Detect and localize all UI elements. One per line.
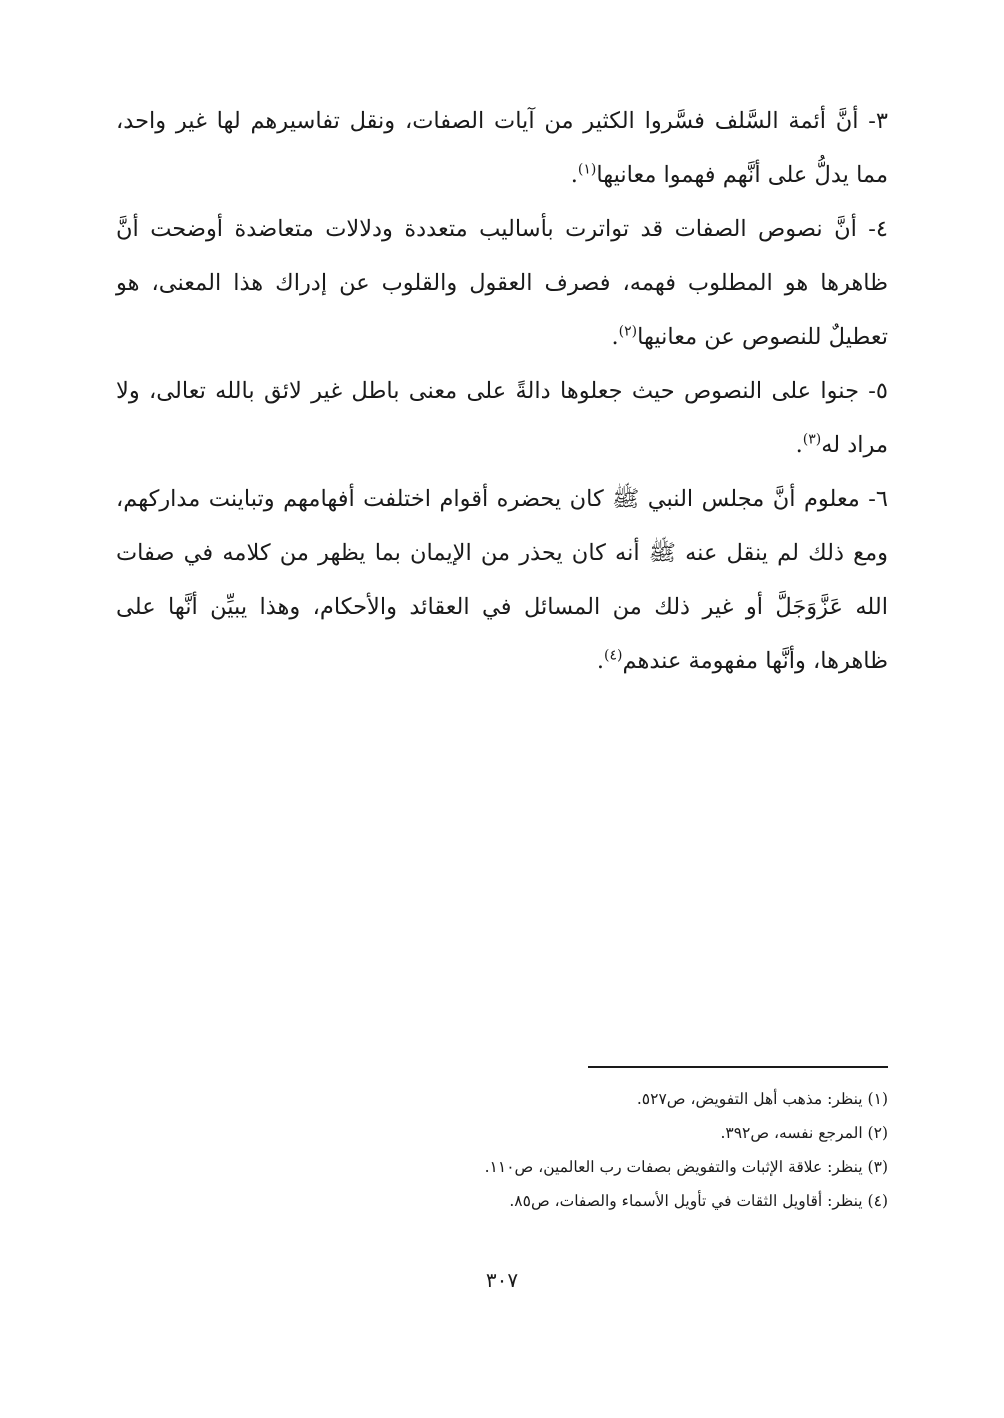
footnote-ref-4: (٤) xyxy=(604,647,623,664)
footnote-2: (٢) المرجع نفسه، ص٣٩٢. xyxy=(720,1124,888,1142)
body-text xyxy=(116,94,888,688)
footnote-ref-2: (٢) xyxy=(618,323,638,340)
footnote-ref-3: (٣) xyxy=(802,431,822,448)
paragraph-2-end: . xyxy=(611,324,619,350)
paragraph-1-end: . xyxy=(570,162,578,188)
footnote-1: (١) ينظر: مذهب أهل التفويض، ص٥٢٧. xyxy=(636,1090,888,1108)
paragraph-4 xyxy=(116,472,888,688)
footnotes xyxy=(116,1082,888,1218)
page-number: ٣٠٧ xyxy=(485,1268,519,1292)
paragraph-1-text: ٣- أنَّ أئمة السَّلف فسَّروا الكثير من آيات الصفات، ونقل تفاسيرهم لها غير واحد، مما يدلُّ على أنَّهم فهموا معانيها xyxy=(116,108,888,188)
paragraph-1 xyxy=(116,94,888,202)
paragraph-4-text: ٦- معلوم أنَّ مجلس النبي ﷺ كان يحضره أقوام اختلفت أفهامهم وتباينت مداركهم، ومع ذلك لم ينقل عنه ﷺ أنه كان يحذر من الإيمان بما يظهر من كلامه في صفات الله عَزَّوَجَلَّ أو غير ذلك من المسائل في العقائد والأحكام، وهذا يبيِّن أنَّها على ظاهرها، وأنَّها مفهومة عندهم xyxy=(116,486,888,674)
footnote-4: (٤) ينظر: أقاويل الثقات في تأويل الأسماء والصفات، ص٨٥. xyxy=(509,1192,888,1210)
paragraph-3 xyxy=(116,364,888,472)
footnote-divider xyxy=(588,1066,888,1068)
paragraph-3-end: . xyxy=(795,432,803,458)
paragraph-2-text: ٤- أنَّ نصوص الصفات قد تواترت بأساليب متعددة ودلالات متعاضدة أوضحت أنَّ ظاهرها هو المطلوب فهمه، فصرف العقول والقلوب عن إدراك هذا المعنى، هو تعطيلٌ للنصوص عن معانيها xyxy=(116,216,888,350)
paragraph-2 xyxy=(116,202,888,364)
paragraph-4-end: . xyxy=(596,648,605,674)
footnote-3: (٣) ينظر: علاقة الإثبات والتفويض بصفات رب العالمين، ص١١٠. xyxy=(484,1158,888,1176)
footnote-ref-1: (١) xyxy=(577,161,597,178)
paragraph-3-text: ٥- جنوا على النصوص حيث جعلوها دالةً على معنى باطل غير لائق بالله تعالى، ولا مراد له xyxy=(116,378,888,458)
